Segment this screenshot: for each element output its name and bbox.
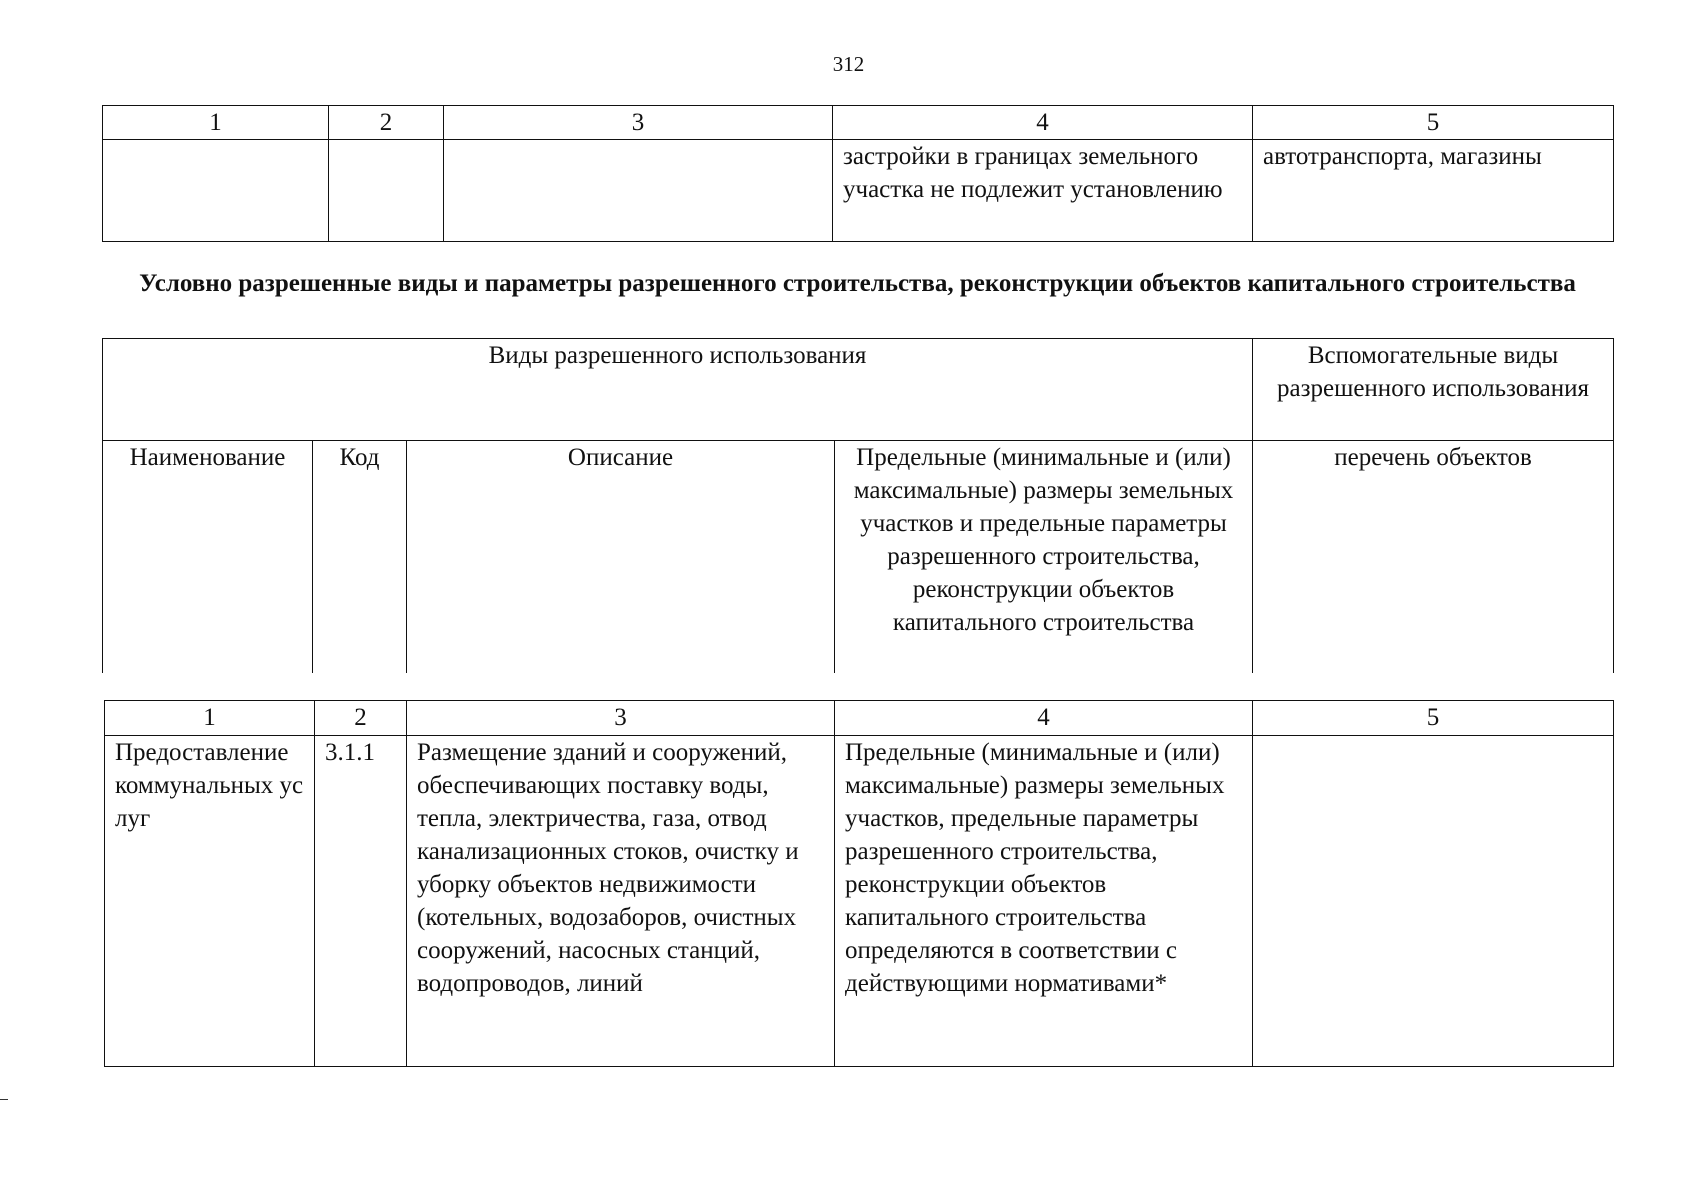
col-number: 4 <box>835 701 1253 736</box>
column-header-code: Код <box>313 441 407 674</box>
margin-mark <box>0 1099 8 1100</box>
col-number: 2 <box>329 106 444 140</box>
cell-limits: Предельные (минимальные и (или) максимальные) размеры земельных участков, предельные параметры разрешенного строительства, реконструкции объектов капитального строительства определяются в соответствии с действующими нормативами* <box>835 736 1253 1067</box>
cell-objects <box>1253 736 1614 1067</box>
cell <box>329 140 444 242</box>
col-number: 5 <box>1253 701 1614 736</box>
group-header: Виды разрешенного использования <box>103 339 1253 441</box>
cell-description: Размещение зданий и сооружений, обеспечивающих поставку воды, тепла, электричества, газа, отвод канализационных стоков, очистку и уборку объектов недвижимости (котельных, водозаборов, очистных сооружений, насосных станций, водопроводов, линий <box>407 736 835 1067</box>
content-table <box>104 700 1614 1067</box>
column-header-objects: перечень объектов <box>1253 441 1614 674</box>
column-header-name: Наименование <box>103 441 313 674</box>
header-table <box>102 338 1614 673</box>
cell-code: 3.1.1 <box>315 736 407 1067</box>
cell-name: Предоставление коммунальных услуг <box>105 736 315 1067</box>
section-title: Условно разрешенные виды и параметры разрешенного строительства, реконструкции объектов капитального строительства <box>139 270 1576 297</box>
column-header-limits: Предельные (минимальные и (или) максимальные) размеры земельных участков и предельные параметры разрешенного строительства, реконструкции объектов капитального строительства <box>835 441 1253 674</box>
column-header-description: Описание <box>407 441 835 674</box>
column-header-row <box>103 441 1614 674</box>
cell-objects: автотранспорта, магазины <box>1253 140 1614 242</box>
cell-limits: застройки в границах земельного участка не подлежит установлению <box>833 140 1253 242</box>
table-row <box>105 736 1614 1067</box>
cell <box>444 140 833 242</box>
column-number-row <box>103 106 1614 140</box>
column-number-row <box>105 701 1614 736</box>
cell <box>103 140 329 242</box>
col-number: 4 <box>833 106 1253 140</box>
col-number: 3 <box>444 106 833 140</box>
table-row <box>103 140 1614 242</box>
col-number: 1 <box>105 701 315 736</box>
col-number: 1 <box>103 106 329 140</box>
aux-header: Вспомогательные виды разрешенного использования <box>1253 339 1614 441</box>
continuation-table <box>102 105 1614 242</box>
col-number: 5 <box>1253 106 1614 140</box>
page-number: 312 <box>832 52 865 76</box>
col-number: 3 <box>407 701 835 736</box>
group-header-row <box>103 339 1614 441</box>
col-number: 2 <box>315 701 407 736</box>
